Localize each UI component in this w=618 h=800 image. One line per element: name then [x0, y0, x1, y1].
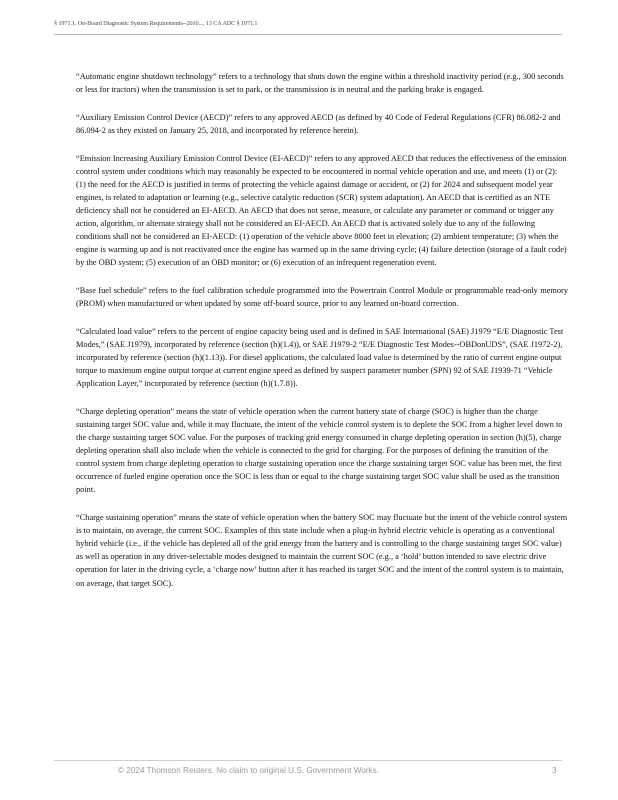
- page-number: 3: [552, 766, 557, 775]
- definition-charge-depleting-operation: “Charge depleting operation” means the state of vehicle operation when the current battery state of charge (SOC) is higher than the charge sustaining target SOC value and, while it may fluctuate, the intent of the vehicle control system is to deplete the SOC from a higher level down to the charge sustaining target SOC value. For the purposes of tracking grid energy consumed in charge depleting operation in section (h)(5), charge depleting operation shall also include when the vehicle is connected to the grid for charging. For the purposes of defining the transition of the control system from charge depleting operation to charge sustaining operation once the charge sustaining target SOC value has been met, the first occurrence of fueled engine operation once the SOC is less than or equal to the charge sustaining target SOC value shall be used as the transition point.: [76, 406, 563, 495]
- definition-aecd: “Auxiliary Emission Control Device (AECD)” refers to any approved AECD (as defined by 40 Code of Federal Regulations (CFR) 86.082-2 and 86.094-2 as they existed on January 25, 2018, and incorporated by reference herein).: [76, 112, 561, 135]
- footer-divider: [54, 760, 562, 761]
- definition-calculated-load-value: “Calculated load value” refers to the percent of engine capacity being used and is defined in SAE International (SAE) J1979 “E/E Diagnostic Test Modes,” (SAE J1979), incorporated by reference (section (h)(1.4)), or SAE J1979-2 “E/E Diagnostic Test Modes--OBDonUDS”, (SAE J1972-2), incorporated by reference (section (h)(1.13)). For diesel applications, the calculated load value is determined by the ratio of current engine output torque to maximum engine output torque at current engine speed as defined by suspect parameter number (SPN) 92 of SAE J1939-71 “Vehicle Application Layer,” incorporated by reference (section (h)(1.7.8)).: [76, 326, 564, 389]
- document-body: [76, 70, 568, 604]
- definition-charge-sustaining-operation: “Charge sustaining operation” means the state of vehicle operation when the battery SOC may fluctuate but the intent of the vehicle control system is to maintain, on average, the current SOC. Examples of this state include when a plug-in hybrid electric vehicle is operating as a conventional hybrid vehicle (i.e., if the vehicle has depleted all of the grid energy from the battery and is controlling to the charge sustaining target SOC value) as well as operation in any driver-selectable modes designed to maintain the current SOC (e.g., a ‘hold’ button intended to save electric drive operation for later in the driving cycle, a ‘charge now’ button after it has reached its target SOC and the intent of the control system is to maintain, on average, that target SOC).: [76, 513, 568, 588]
- copyright-notice: © 2024 Thomson Reuters. No claim to original U.S. Government Works.: [118, 766, 380, 775]
- definition-ei-aecd: “Emission Increasing Auxiliary Emission Control Device (EI-AECD)” refers to any approved AECD that reduces the effectiveness of the emission control system under conditions which may reasonably be expected to be encountered in normal vehicle operation and use, and meets (1) or (2): (1) the need for the AECD is justified in terms of protecting the vehicle against damage or accident, or (2) for 2024 and subsequent model year engines, is related to adaptation or learning (e.g., selective catalytic reduction (SCR) system adaptation). An AECD that is certified as an NTE deficiency shall not be considered an EI-AECD. An AECD that does not sense, measure, or calculate any parameter or command or trigger any action, algorithm, or alternate strategy shall not be considered an EI-AECD. An AECD that is activated solely due to any of the following conditions shall not be considered an EI-AECD: (1) operation of the vehicle above 8000 feet in elevation; (2) ambient temperature; (3) when the engine is warming up and is not reactivated once the engine has warmed up in the same driving cycle; (4) failure detection (storage of a fault code) by the OBD system; (5) execution of an OBD monitor; or (6) execution of an infrequent regeneration event.: [76, 153, 567, 268]
- running-header: § 1971.1. On-Board Diagnostic System Requirements--2010..., 13 CA ADC § 1971.1: [54, 20, 258, 27]
- definition-automatic-engine-shutdown: “Automatic engine shutdown technology” refers to a technology that shuts down the engine within a threshold inactivity period (e.g., 300 seconds or less for tractors) when the transmission is set to park, or the transmission is in neutral and the parking brake is engaged.: [76, 72, 564, 95]
- header-divider: [54, 34, 562, 35]
- definition-base-fuel-schedule: “Base fuel schedule” refers to the fuel calibration schedule programmed into the Powertrain Control Module or programmable read-only memory (PROM) when manufactured or when updated by some off-board source, prior to any learned on-board correction.: [76, 286, 568, 309]
